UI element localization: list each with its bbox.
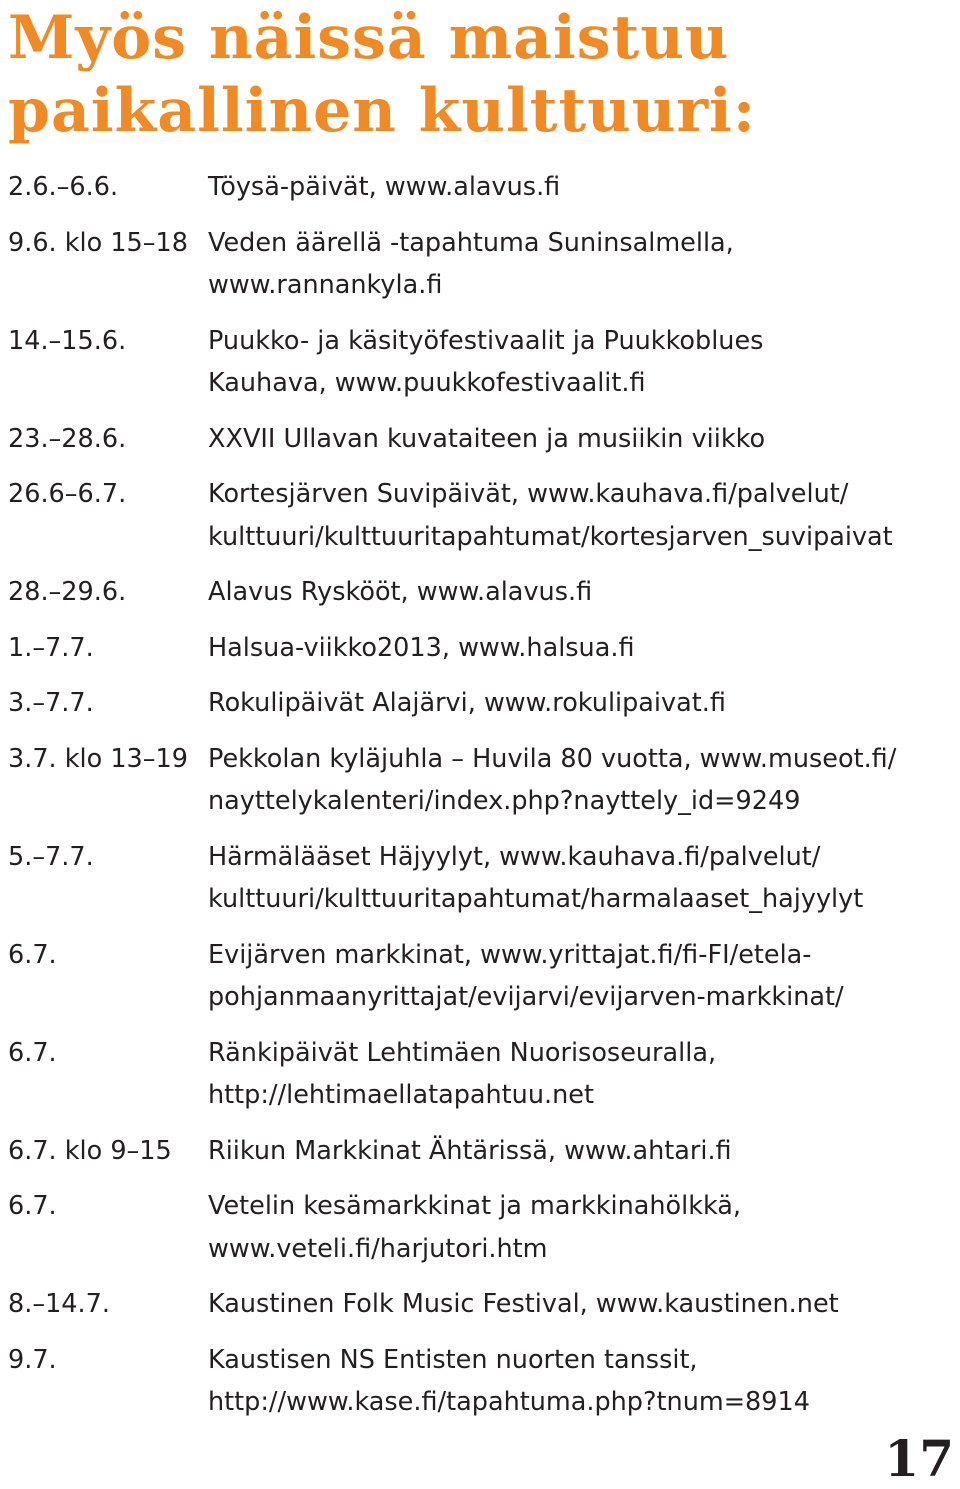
event-date: 28.–29.6. [8, 577, 127, 607]
page-number: 17 [884, 1429, 954, 1488]
event-description: Kaustisen NS Entisten nuorten tanssit, http://www.kase.fi/tapahtuma.php?tnum=8914 [208, 1344, 810, 1417]
event-item [8, 418, 956, 461]
event-date: 6.7. [8, 1191, 57, 1221]
event-date: 3.7. klo 13–19 [8, 743, 188, 774]
event-description: Riikun Markkinat Ähtärissä, www.ahtari.fi [208, 1135, 732, 1166]
event-description: Töysä-päivät, www.alavus.fi [208, 172, 561, 202]
event-item [8, 1339, 956, 1424]
event-description: Puukko- ja käsityöfestivaalit ja Puukkoblues Kauhava, www.puukkofestivaalit.fi [208, 325, 764, 398]
event-date: 2.6.–6.6. [8, 172, 119, 202]
event-item [8, 473, 956, 558]
event-item [8, 1130, 956, 1173]
event-description: Halsua-viikko2013, www.halsua.fi [208, 632, 635, 663]
event-date: 23.–28.6. [8, 423, 127, 454]
event-description: Rokulipäivät Alajärvi, www.rokulipaivat.fi [208, 688, 726, 718]
page-title [8, 2, 756, 148]
event-date: 6.7. [8, 939, 57, 970]
event-description: Veden äärellä -tapahtuma Suninsalmella, www.rannankyla.fi [208, 227, 734, 300]
event-item [8, 320, 956, 405]
event-date: 8.–14.7. [8, 1289, 110, 1319]
event-date: 3.–7.7. [8, 688, 94, 718]
event-date: 14.–15.6. [8, 325, 127, 356]
event-item [8, 222, 956, 307]
page-title-line-1: Myös näissä maistuu [8, 3, 730, 73]
event-description: Härmälääset Häjyylyt, www.kauhava.fi/palvelut/ kulttuuri/kulttuuritapahtumat/harmalaaset_hajyylyt [208, 841, 864, 914]
event-date: 9.7. [8, 1344, 57, 1375]
event-description: Kaustinen Folk Music Festival, www.kaustinen.net [208, 1289, 839, 1319]
event-item [8, 1032, 956, 1117]
event-item [8, 934, 956, 1019]
event-date: 9.6. klo 15–18 [8, 227, 188, 258]
event-item [8, 166, 956, 209]
event-description: Ränkipäivät Lehtimäen Nuorisoseuralla, http://lehtimaellatapahtuu.net [208, 1037, 717, 1110]
event-description: Vetelin kesämarkkinat ja markkinahölkkä, www.veteli.fi/harjutori.htm [208, 1191, 742, 1264]
event-item [8, 1185, 956, 1270]
event-description: Kortesjärven Suvipäivät, www.kauhava.fi/palvelut/ kulttuuri/kulttuuritapahtumat/kortesjarven_suvipaivat [208, 479, 893, 552]
event-item [8, 738, 956, 823]
event-item [8, 571, 956, 614]
event-description: Evijärven markkinat, www.yrittajat.fi/fi-FI/etela- pohjanmaanyrittajat/evijarvi/evijarven-markkinat/ [208, 939, 844, 1012]
event-date: 1.–7.7. [8, 632, 94, 663]
event-date: 26.6–6.7. [8, 479, 127, 509]
event-description: Alavus Ryskööt, www.alavus.fi [208, 577, 593, 607]
event-date: 5.–7.7. [8, 841, 94, 872]
event-item [8, 627, 956, 670]
event-item [8, 1283, 956, 1326]
event-description: XXVII Ullavan kuvataiteen ja musiikin viikko [208, 423, 766, 454]
event-description: Pekkolan kyläjuhla – Huvila 80 vuotta, www.museot.fi/ nayttelykalenteri/index.php?nayttely_id=9249 [208, 743, 897, 816]
page-title-line-2: paikallinen kulttuuri: [8, 76, 756, 146]
event-item [8, 836, 956, 921]
event-list [8, 166, 956, 1424]
event-date: 6.7. [8, 1037, 57, 1068]
event-date: 6.7. klo 9–15 [8, 1135, 172, 1166]
event-item [8, 682, 956, 725]
